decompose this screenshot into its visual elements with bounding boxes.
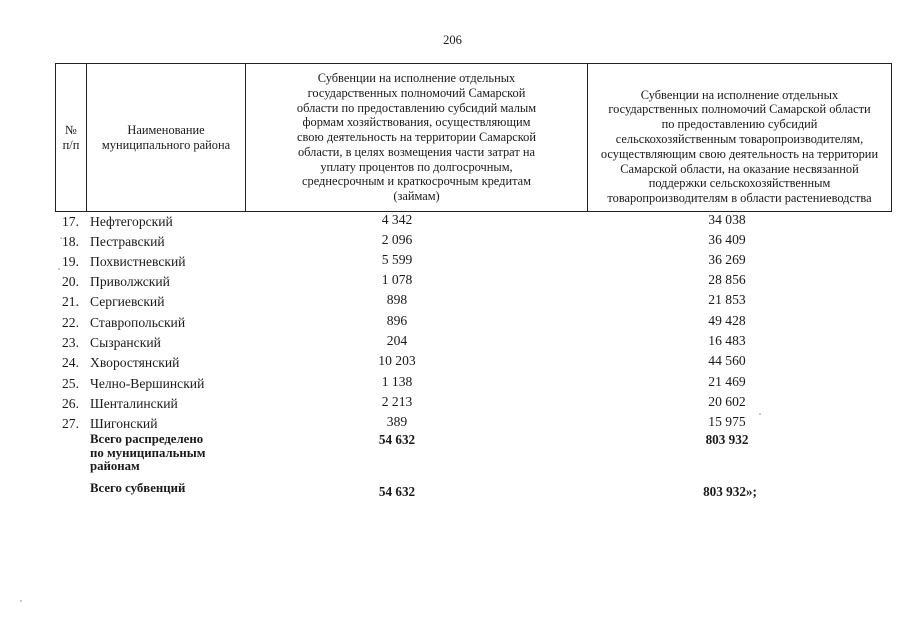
district-name: Хворостянский: [90, 355, 180, 370]
table-row: [0, 292, 905, 312]
value-crop-support: 21 853: [708, 292, 746, 307]
row-number: 18.: [62, 234, 79, 249]
value-small-forms: 10 203: [378, 353, 416, 368]
district-name: Шенталинский: [90, 396, 178, 411]
table-header: [55, 63, 892, 212]
table-row: [0, 272, 905, 292]
value-small-forms: 4 342: [381, 212, 413, 227]
header-text-line: (займам): [393, 189, 440, 204]
header-col-subsidy-small-forms: [246, 64, 587, 211]
header-text-line: Субвенции на исполнение отдельных: [640, 87, 839, 102]
header-text-line: товаропроизводителям в области растениеводства: [607, 191, 872, 206]
value-small-forms: 1 138: [381, 374, 413, 389]
district-name: Шигонский: [90, 416, 158, 431]
district-name: Сызранский: [90, 335, 161, 350]
value-crop-support: 28 856: [708, 272, 746, 287]
table-row: [0, 374, 905, 394]
header-text-line: №: [65, 122, 77, 137]
value-small-forms: 898: [386, 292, 408, 307]
row-number: 19.: [62, 254, 79, 269]
header-text-line: государственных полномочий Самарской области: [608, 102, 871, 117]
row-number: 24.: [62, 355, 79, 370]
value-crop-support: 20 602: [708, 394, 746, 409]
header-text-line: поддержки сельскохозяйственным: [648, 176, 831, 191]
district-name: Похвистневский: [90, 254, 186, 269]
district-name: Ставропольский: [90, 315, 186, 330]
row-number: 17.: [62, 214, 79, 229]
value-crop-support: 36 269: [708, 252, 746, 267]
total-all-crop-support: 803 932»;: [703, 484, 757, 499]
header-text-line: Самарской области, на оказание несвязанной: [620, 161, 859, 176]
header-text-line: области, в целях возмещения части затрат на: [297, 144, 536, 159]
table-row: [0, 394, 905, 414]
value-small-forms: 2 213: [381, 394, 413, 409]
header-text-line: области по предоставлению субсидий малым: [296, 100, 537, 115]
header-text-line: муниципального района: [101, 137, 231, 152]
table-row: [0, 353, 905, 373]
header-col-name: [87, 64, 245, 211]
value-crop-support: 44 560: [708, 353, 746, 368]
value-small-forms: 2 096: [381, 232, 413, 247]
total-all-row: [0, 481, 905, 500]
header-col-number: [56, 64, 86, 211]
table-row: [0, 212, 905, 232]
scan-speck: [60, 237, 62, 239]
row-number: 26.: [62, 396, 79, 411]
header-text-line: Наименование: [127, 122, 205, 137]
header-text-line: уплату процентов по долгосрочным,: [320, 159, 513, 174]
header-text-line: п/п: [62, 137, 80, 152]
value-small-forms: 1 078: [381, 272, 413, 287]
value-crop-support: 15 975: [708, 414, 746, 429]
header-text-line: среднесрочным и краткосрочным кредитам: [302, 174, 531, 189]
header-col-subsidy-crop: [588, 64, 891, 211]
header-text-line: формам хозяйствования, осуществляющим: [302, 115, 531, 130]
header-text-line: Субвенции на исполнение отдельных: [317, 70, 516, 85]
row-number: 25.: [62, 376, 79, 391]
total-all-label: Всего субвенций: [90, 481, 186, 495]
table-row: [0, 414, 905, 434]
row-number: 20.: [62, 274, 79, 289]
district-name: Приволжский: [90, 274, 170, 289]
total-districts-row: [0, 432, 905, 448]
header-text-line: государственных полномочий Самарской: [307, 85, 526, 100]
table-row: [0, 313, 905, 333]
value-small-forms: 204: [386, 333, 408, 348]
row-number: 23.: [62, 335, 79, 350]
table-row: [0, 333, 905, 353]
value-small-forms: 5 599: [381, 252, 413, 267]
total-label-line: Всего распределено: [90, 432, 204, 446]
total-label-line: районам: [90, 459, 140, 473]
row-number: 27.: [62, 416, 79, 431]
total-districts-crop-support: 803 932: [705, 432, 749, 447]
district-name: Нефтегорский: [90, 214, 173, 229]
scan-speck: [20, 600, 22, 602]
header-text-line: по предоставлению субсидий: [661, 117, 818, 132]
header-text-line: осуществляющим свою деятельность на территории: [600, 146, 879, 161]
scan-speck: [58, 268, 60, 270]
total-label-line: по муниципальным: [90, 445, 206, 460]
header-text-line: свою деятельность на территории Самарской: [297, 130, 536, 145]
page-number: 206: [443, 33, 462, 47]
total-all-small-forms: 54 632: [378, 484, 416, 499]
district-name: Челно-Вершинский: [90, 376, 205, 391]
district-name: Пестравский: [90, 234, 165, 249]
value-crop-support: 16 483: [708, 333, 746, 348]
total-districts-small-forms: 54 632: [378, 432, 416, 447]
table-row: [0, 232, 905, 252]
value-crop-support: 21 469: [708, 374, 746, 389]
value-crop-support: 49 428: [708, 313, 746, 328]
value-small-forms: 389: [386, 414, 408, 429]
header-text-line: сельскохозяйственным товаропроизводителям,: [615, 132, 864, 147]
scan-speck: [759, 413, 761, 415]
row-number: 22.: [62, 315, 79, 330]
row-number: 21.: [62, 294, 79, 309]
value-small-forms: 896: [386, 313, 408, 328]
table-row: [0, 252, 905, 272]
district-name: Сергиевский: [90, 294, 165, 309]
value-crop-support: 36 409: [708, 232, 746, 247]
value-crop-support: 34 038: [708, 212, 746, 227]
